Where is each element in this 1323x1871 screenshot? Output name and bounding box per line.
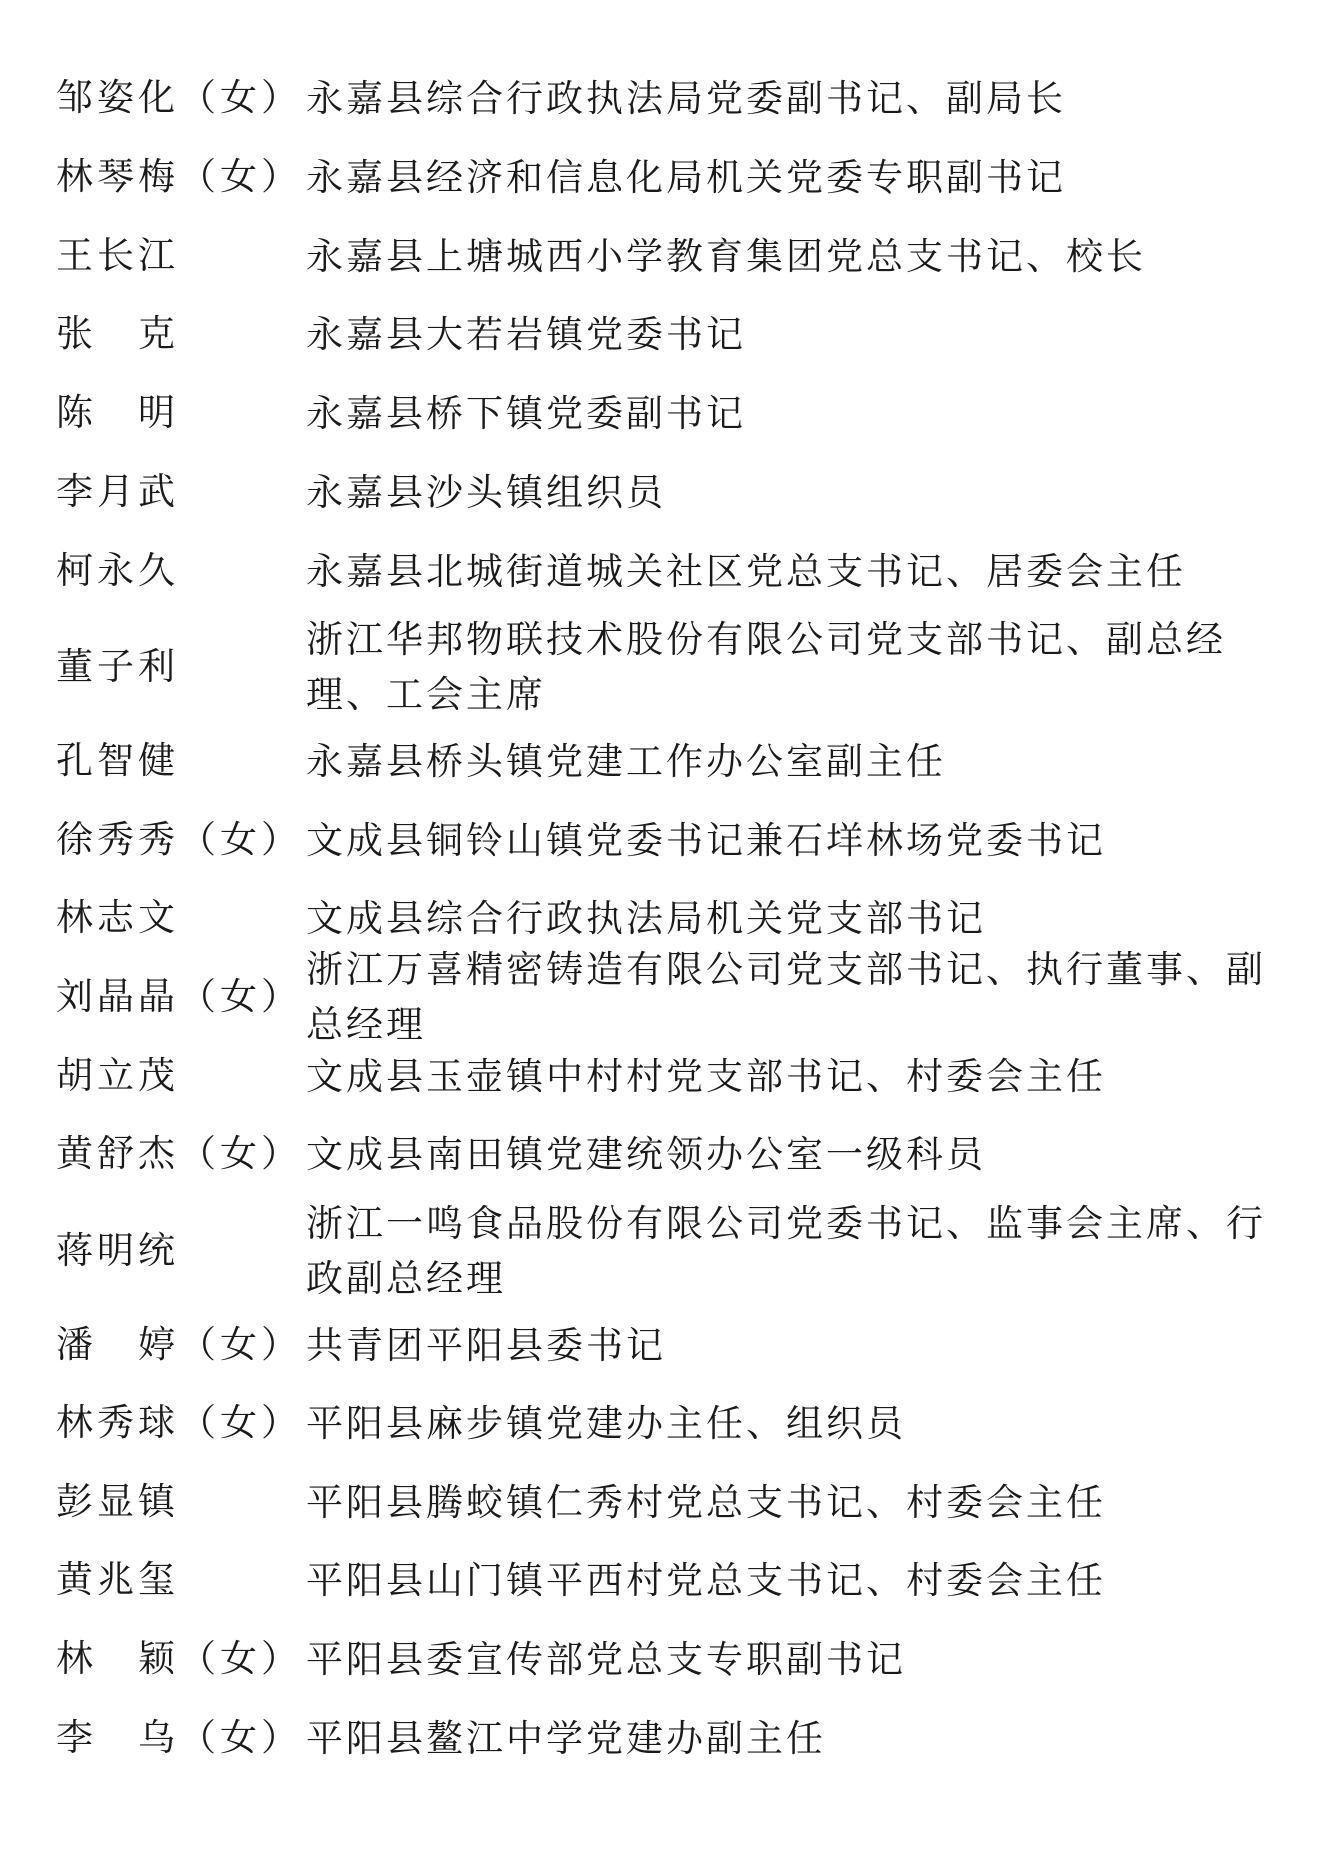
list-item	[56, 306, 1293, 362]
person-name: 彭显镇	[56, 1479, 179, 1523]
list-item	[56, 1474, 1293, 1530]
person-position: 平阳县山门镇平西村党总支书记、村委会主任	[306, 1558, 1106, 1602]
list-item	[56, 70, 1293, 126]
person-position: 永嘉县经济和信息化局机关党委专职副书记	[306, 155, 1066, 199]
list-item	[56, 149, 1293, 205]
person-position: 共青团平阳县委书记	[306, 1323, 666, 1367]
person-position: 平阳县委宣传部党总支专职副书记	[306, 1637, 906, 1681]
person-name: 林秀球（女）	[56, 1400, 302, 1444]
person-position: 永嘉县综合行政执法局党委副书记、副局长	[306, 76, 1066, 120]
person-name: 林志文	[56, 895, 179, 939]
person-name: 张 克	[56, 311, 179, 355]
list-item	[56, 1631, 1293, 1687]
person-position: 平阳县腾蛟镇仁秀村党总支书记、村委会主任	[306, 1480, 1106, 1524]
person-position: 文成县玉壶镇中村村党支部书记、村委会主任	[306, 1054, 1106, 1098]
person-name: 董子利	[56, 644, 179, 688]
person-name: 柯永久	[56, 548, 179, 592]
person-position: 永嘉县桥头镇党建工作办公室副主任	[306, 739, 946, 783]
person-position: 永嘉县大若岩镇党委书记	[306, 312, 746, 356]
person-position: 浙江一鸣食品股份有限公司党委书记、监事会主席、行政副总经理	[306, 1202, 1266, 1300]
person-name: 李 乌（女）	[56, 1715, 302, 1759]
person-name: 林琴梅（女）	[56, 154, 302, 198]
person-name: 徐秀秀（女）	[56, 817, 302, 861]
person-position: 文成县南田镇党建统领办公室一级科员	[306, 1132, 986, 1176]
list-item	[56, 1710, 1293, 1766]
list-item	[56, 611, 1293, 723]
person-name: 邹姿化（女）	[56, 75, 302, 119]
person-position: 文成县铜铃山镇党委书记兼石垟林场党委书记	[306, 818, 1106, 862]
person-position: 平阳县鳌江中学党建办副主任	[306, 1716, 826, 1760]
person-position: 永嘉县沙头镇组织员	[306, 470, 666, 514]
person-name: 孔智健	[56, 738, 179, 782]
person-position: 浙江万喜精密铸造有限公司党支部书记、执行董事、副总经理	[306, 948, 1266, 1046]
list-item	[56, 385, 1293, 441]
person-position: 文成县综合行政执法局机关党支部书记	[306, 896, 986, 940]
list-item	[56, 948, 1293, 1046]
person-name: 林 颖（女）	[56, 1636, 302, 1680]
person-name: 王长江	[56, 233, 179, 277]
list-item	[56, 1126, 1293, 1182]
list-item	[56, 733, 1293, 789]
person-position: 永嘉县上塘城西小学教育集团党总支书记、校长	[306, 234, 1146, 278]
list-item	[56, 1195, 1293, 1307]
list-item	[56, 1048, 1293, 1104]
list-item	[56, 228, 1293, 284]
person-name: 刘晶晶（女）	[56, 974, 302, 1018]
person-name: 黄兆玺	[56, 1557, 179, 1601]
person-name: 潘 婷（女）	[56, 1322, 302, 1366]
list-item	[56, 1395, 1293, 1451]
list-item	[56, 1317, 1293, 1373]
person-name: 蒋明统	[56, 1228, 179, 1272]
person-name: 黄舒杰（女）	[56, 1131, 302, 1175]
list-item	[56, 1552, 1293, 1608]
list-item	[56, 812, 1293, 868]
person-name: 李月武	[56, 469, 179, 513]
person-name: 胡立茂	[56, 1053, 179, 1097]
person-position: 永嘉县北城街道城关社区党总支书记、居委会主任	[306, 549, 1186, 593]
list-item	[56, 464, 1293, 520]
person-name: 陈 明	[56, 390, 179, 434]
list-item	[56, 543, 1293, 599]
person-position: 平阳县麻步镇党建办主任、组织员	[306, 1401, 906, 1445]
person-position: 永嘉县桥下镇党委副书记	[306, 391, 746, 435]
person-position: 浙江华邦物联技术股份有限公司党支部书记、副总经理、工会主席	[306, 618, 1226, 716]
list-item	[56, 890, 1293, 946]
